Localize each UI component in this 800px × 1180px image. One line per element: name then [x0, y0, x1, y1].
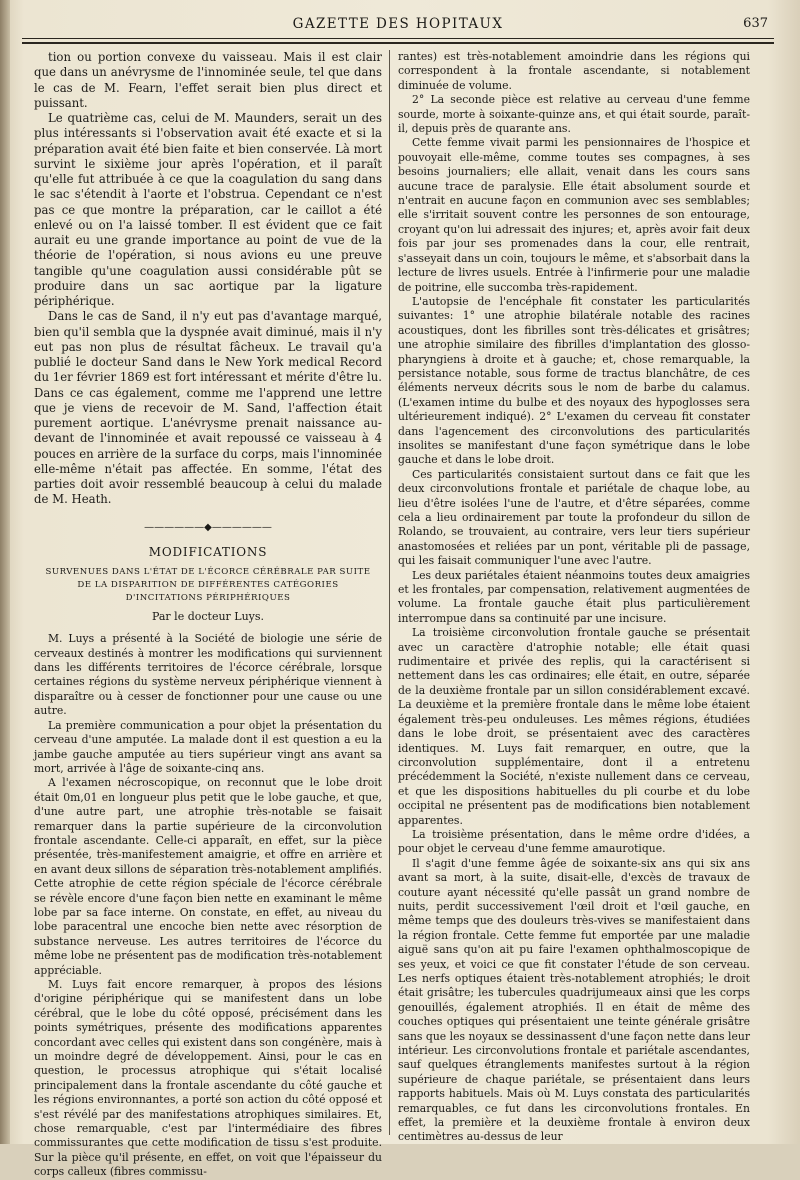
paragraph: 2° La seconde pièce est relative au cerveau d'une femme sourde, morte à soixante-quinze ans, et qui était sourde, paraît-il, depuis près de quarante ans.: [398, 93, 750, 136]
header-rule-thick: [22, 42, 774, 44]
paragraph: Dans le cas de Sand, il n'y eut pas d'avantage marqué, bien qu'il sembla que la dyspnée avait diminué, mais il n'y eut pas non plus de résultat fâcheux. Le travail qu'a publié le docteur Sand dans le New York medical Record du 1er février 1869 est fort intéressant et mérite d'être lu. Dans ce cas également, comme me l'apprend une lettre que je viens de recevoir de M. Sand, l'affection était purement aortique. L'anévrysme prenait naissance au-devant de l'innominée et avait repoussé ce vaisseau à 4 pouces en arrière de la surface du corps, mais l'innominée elle-même n'était pas affectée. En somme, l'état des parties doit avoir ressemblé beaucoup à celui du malade de M. Heath.: [34, 309, 382, 507]
paragraph: La troisième présentation, dans le même ordre d'idées, a pour objet le cerveau d'une femme amaurotique.: [398, 827, 750, 856]
paragraph: Cette femme vivait parmi les pensionnaires de l'hospice et pouvoyait elle-même, comme toutes ses compagnes, à ses besoins journaliers; elle allait, venait dans les cours sans aucune trace de paralysie. Elle était absolument sourde et n'entrait en aucune façon en communion avec ses semblables; elle s'irritait souvent contre les personnes de son entourage, croyant qu'on lui adressait des injures; et, après avoir fait deux fois par jour ses promenades dans la cour, elle rentrait, s'asseyait dans un coin, toujours le même, et s'absorbait dans la lecture de livres usuels. Entrée à l'infirmerie pour une maladie de poitrine, elle succomba très-rapidement.: [398, 136, 750, 294]
paragraph: Ces particularités consistaient surtout dans ce fait que les deux circonvolutions frontale et pariétale de chaque lobe, au lieu d'être isolées l'une de l'autre, et d'être séparées, comme cela a lieu ordinairement par toute la profondeur du sillon de Rolando, se trouvaient, au contraire, vers leur tiers supérieur anastomosées et reliées par un pont, véritable pli de passage, qui les faisait communiquer l'une avec l'autre.: [398, 467, 750, 568]
paragraph: La troisième circonvolution frontale gauche se présentait avec un caractère d'atrophie notable; elle était quasi rudimentaire et privée des replis, qui la caractérisent si nettement dans les cas ordinaires; elle était, en outre, séparée de la deuxième frontale par un sillon considérablement excavé. La deuxième et la première frontale dans le même lobe étaient également très-peu onduleuses. Les mêmes régions, étudiées dans le lobe droit, se présentaient avec des caractères identiques. M. Luys fait remarquer, en outre, que la circonvolution supplémentaire, dont il a entretenu précédemment la Société, n'existe nullement dans ce cerveau, et que les dispositions habituelles du pli courbe et du lobe occipital ne présentent pas de modifications bien notablement apparentes.: [398, 626, 750, 827]
paragraph: Il s'agit d'une femme âgée de soixante-six ans qui six ans avant sa mort, à la suite, disait-elle, d'excès de travaux de couture ayant nécessité qu'elle passât un grand nombre de nuits, perdit successivement l'œil droit et l'œil gauche, en même temps que des douleurs très-vives se manifestaient dans la région frontale. Cette femme fut emportée par une maladie aiguë sans qu'on ait pu faire l'examen ophthalmoscopique de ses yeux, et voici ce que fit constater l'étude de son cerveau. Les nerfs optiques étaient très-notablement atrophiés; le droit était grisâtre; les tubercules quadrijumeaux ainsi que les corps genouillés, également atrophiés. Il en était de même des couches optiques qui présentaient une teinte générale grisâtre sans que les noyaux se dessinassent d'une façon nette dans leur intérieur. Les circonvolutions frontale et pariétale ascendantes, sauf quelques étranglements manifestes surtout à la région supérieure de chaque pariétale, se présentaient dans leurs rapports habituels. Mais où M. Luys constata des particularités remarquables, ce fut dans les circonvolutions frontales. En effet, la première et la deuxième frontale à environ deux centimètres au-dessus de leur: [398, 856, 750, 1144]
column-divider: [389, 50, 390, 1135]
paragraph: L'autopsie de l'encéphale fit constater les particularités suivantes: 1° une atrophie bilatérale notable des racines acoustiques, dont les fibrilles sont très-délicates et grisâtres; une atrophie similaire des fibrilles d'implantation des glosso-pharyngiens à droite et à gauche; et, chose remarquable, la persistance notable, sous forme de tractus blanchâtre, de ces éléments nerveux décrits sous le nom de barbe du calamus. (L'examen intime du bulbe et des noyaux des hypoglosses sera ultérieurement indiqué). 2° L'examen du cerveau fit constater dans l'agencement des circonvolutions des particularités insolites se manifestant d'une façon symétrique dans le lobe gauche et dans le lobe droit.: [398, 294, 750, 467]
article-subtitle: SURVENUES DANS L'ÉTAT DE L'ÉCORCE CÉRÉBRALE PAR SUITE DE LA DISPARITION DE DIFFÉRENTES CATÉGORIES D'INCITATIONS PÉRIPHÉRIQUES: [45, 567, 371, 603]
section-separator: ——————◆——————: [144, 521, 272, 533]
article-title: MODIFICATIONS: [148, 544, 268, 559]
header-rule-thin: [22, 38, 774, 39]
paragraph: A l'examen nécroscopique, on reconnut que le lobe droit était 0m,01 en longueur plus petit que le lobe gauche, et que, d'une autre part, une atrophie très-notable se faisait remarquer dans la partie supérieure de la circonvolution frontale ascendante. Celle-ci apparaît, en effet, sur la pièce présentée, très-manifestement amaigrie, et offre en arrière et en avant deux sillons de séparation très-notablement amplifiés. Cette atrophie de cette région spéciale de l'écorce cérébrale se révèle encore d'une façon bien nette en examinant le même lobe par sa face interne. On constate, en effet, au niveau du lobe paracentral une encoche bien nette avec résorption de substance nerveuse. Les autres territoires de l'écorce du même lobe ne présentent pas de modification très-notablement appréciable.: [34, 776, 382, 977]
paragraph: M. Luys a présenté à la Société de biologie une série de cerveaux destinés à montrer les modifications qui surviennent dans les différents territoires de l'écorce cérébrale, lorsque certaines régions du système nerveux périphérique viennent à disparaître ou à cesser de fonctionner pour une cause ou une autre.: [34, 632, 382, 718]
binding-spine: [0, 0, 10, 1144]
page-header: [22, 10, 774, 40]
running-title: GAZETTE DES HOPITAUX: [292, 16, 504, 32]
article-body: [34, 632, 382, 1179]
right-column: [398, 50, 750, 1144]
paragraph: Le quatrième cas, celui de M. Maunders, serait un des plus intéressants si l'observation avait été exacte et si la préparation avait été bien faite et bien conservée. Là mort survint le sixième jour après l'opération, et il paraît qu'elle fut attribuée à ce que la coagulation du sang dans le sac s'étendit à l'aorte et l'obstrua. Cependant ce n'est pas ce que montre la préparation, car le caillot a été enlevé ou on l'a laissé tomber. Il est évident que ce fait aurait eu une grande importance au point de vue de la théorie de l'opération, si nous avions eu une preuve tangible qu'une coagulation aussi considérable pût se produire dans un sac aortique par la ligature périphérique.: [34, 111, 382, 308]
paragraph: M. Luys fait encore remarquer, à propos des lésions d'origine périphérique qui se manifestent dans un lobe cérébral, que le lobe du côté opposé, précisément dans les points symétriques, présente des modifications apparentes concordant avec celles qui existent dans son congénère, mais à un moindre degré de développement. Ainsi, pour le cas en question, le processus atrophique qui s'était localisé principalement dans la frontale ascendante du côté gauche et les régions environnantes, a porté son action du côté opposé et s'est révélé par des manifestations atrophiques similaires. Et, chose remarquable, c'est par l'intermédiaire des fibres commissurantes que cette modification de tissu s'est produite. Sur la pièce qu'il présente, en effet, on voit que l'épaisseur du corps calleux (fibres commissu-: [34, 978, 382, 1179]
article-byline: Par le docteur Luys.: [151, 610, 265, 623]
paragraph: rantes) est très-notablement amoindrie dans les régions qui correspondent à la frontale ascendante, si notablement diminuée de volume.: [398, 50, 750, 92]
left-column: [34, 50, 382, 1179]
page-number: 637: [743, 16, 768, 31]
paragraph: Les deux pariétales étaient néanmoins toutes deux amaigries et les frontales, par compensation, relativement augmentées de volume. La frontale gauche était plus particulièrement interrompue dans sa continuité par une incisure.: [398, 568, 750, 625]
paragraph: La première communication a pour objet la présentation du cerveau d'une amputée. La malade dont il est question a eu la jambe gauche amputée au tiers supérieur vingt ans avant sa mort, arrivée à l'âge de soixante-cinq ans.: [34, 718, 382, 775]
paragraph: tion ou portion convexe du vaisseau. Mais il est clair que dans un anévrysme de l'innominée seule, tel que dans le cas de M. Fearn, l'effet serait bien plus direct et puissant.: [34, 50, 382, 110]
